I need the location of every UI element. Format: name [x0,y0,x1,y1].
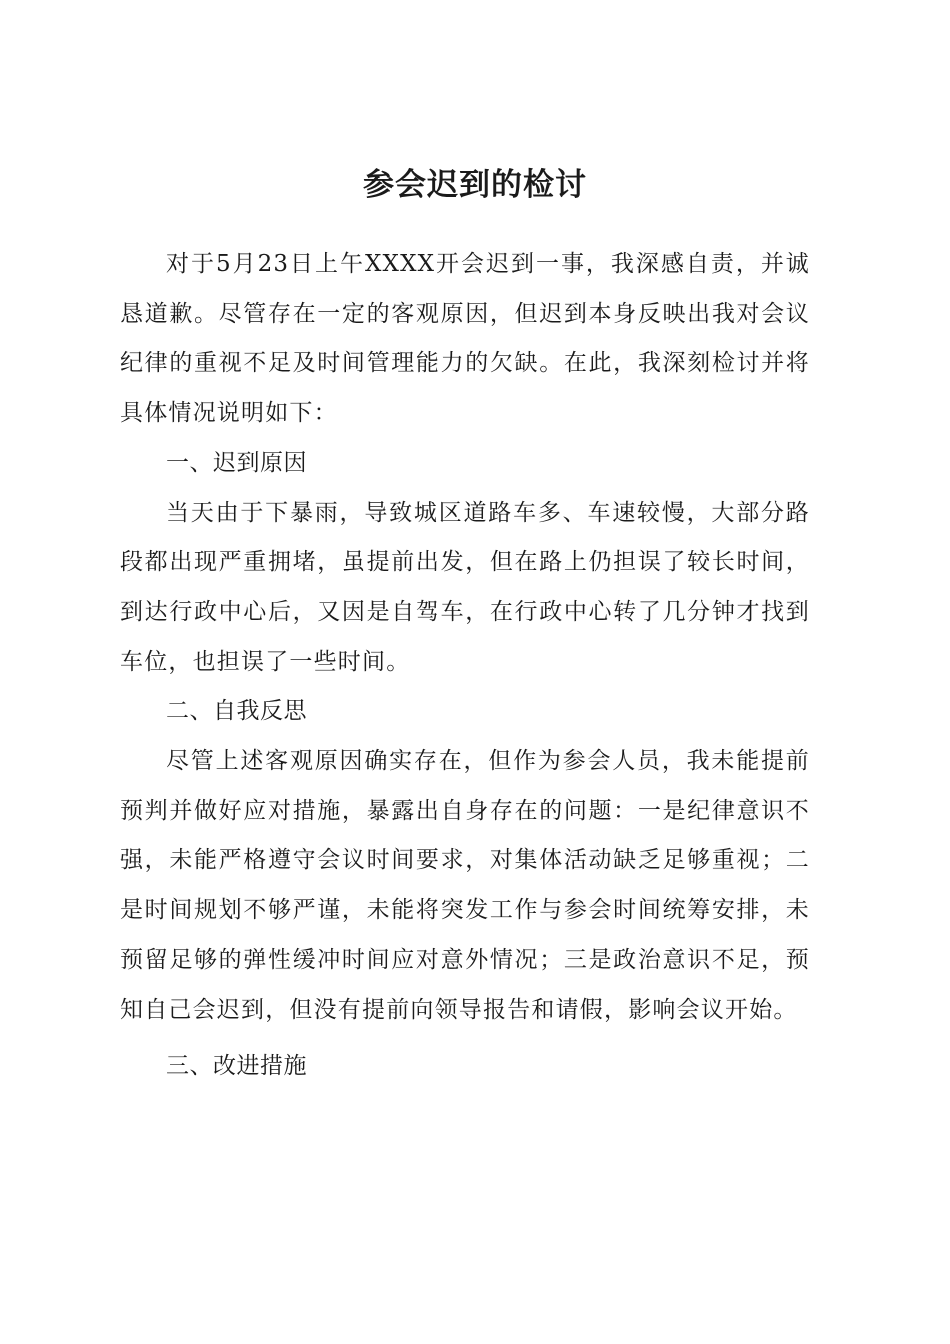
section-body-reflection: 尽管上述客观原因确实存在，但作为参会人员，我未能提前预判并做好应对措施，暴露出自身存在的问题：一是纪律意识不强，未能严格遵守会议时间要求，对集体活动缺乏足够重视；二是时间规划不够严谨，未能将突发工作与参会时间统筹安排，未预留足够的弹性缓冲时间应对意外情况；三是政治意识不足，预知自己会迟到，但没有提前向领导报告和请假，影响会议开始。 [120,748,810,1023]
section-heading-reflection: 二、自我反思 [166,698,307,725]
section-heading-improvements: 三、改进措施 [166,1053,307,1080]
document-title: 参会迟到的检讨 [363,166,587,203]
intro-paragraph: 对于5月23日上午XXXX开会迟到一事，我深感自责，并诚恳道歉。尽管存在一定的客观原因，但迟到本身反映出我对会议纪律的重视不足及时间管理能力的欠缺。在此，我深刻检讨并将具体情况说明如下： [120,251,810,427]
document-body [120,240,810,1092]
section-heading-reasons: 一、迟到原因 [166,449,307,476]
section-body-reasons: 当天由于下暴雨，导致城区道路车多、车速较慢，大部分路段都出现严重拥堵，虽提前出发，但在路上仍担误了较长时间，到达行政中心后，又因是自驾车，在行政中心转了几分钟才找到车位，也担误了一些时间。 [120,499,810,675]
